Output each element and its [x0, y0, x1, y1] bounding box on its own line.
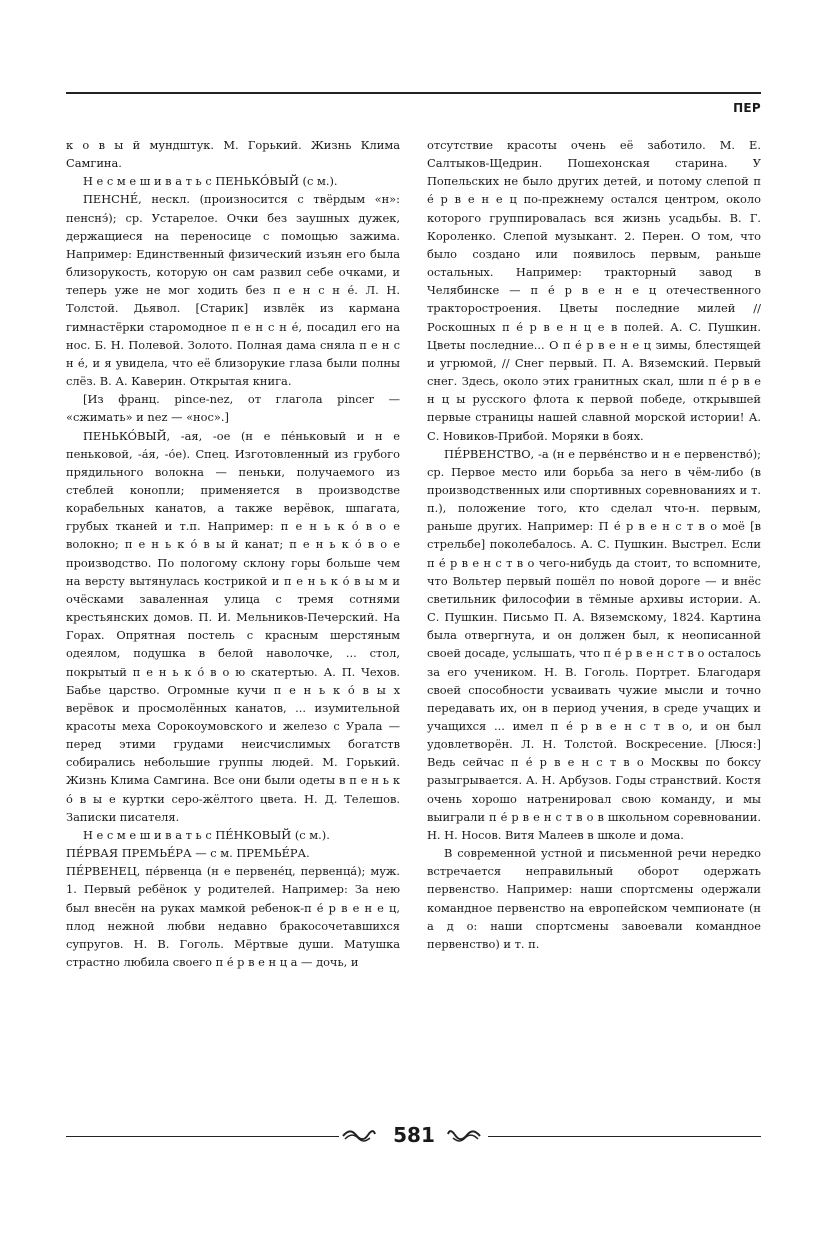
ornament-right-icon: [447, 1128, 481, 1144]
running-head: ПЕР: [733, 101, 761, 115]
footer-rule-left: [66, 1136, 339, 1137]
page-number: 581: [393, 1123, 435, 1147]
paragraph: В современной устной и письменной речи нередко встречается неправильный оборот одержать первенство. Например: наши спортсмены одержали командное первенство на европейском чемпионате (н а д о: наши спортсмены завоевали командное первенство) и т. п.: [427, 846, 761, 951]
paragraph: Н е с м е ш и в а т ь с ПЕ́НКОВЫЙ (с м.).: [83, 827, 330, 842]
paragraph: ПЕНЬКО́ВЫЙ, -ая, -ое (н е пе́ньковый и н е пеньковой, -а́я, -о́е). Спец. Изготовленный из грубого прядильного волокна — пеньки, получаемого из стеблей конопли; применяется в производстве корабельных канатов, а также верёвок, шпагата, грубых тканей и т.п. Например: п е н ь к о́ в о е волокно; п е н ь к о́ в ы й канат; п е н ь к о́ в о е производство. По пологому склону горы больше чем на версту вытянулась кострикой и п е н ь к о́ в ы м и очёсками заваленная улица с тремя сотнями крестьянских домов. П. И. Мельников-Печерский. На Горах. Опрятная постель с красным шерстяным одеялом, подушка в белой наволочке, ... стол, покрытый п е н ь к о́ в о ю скатертью. А. П. Чехов. Бабье царство. Огромные кучи п е н ь к о́ в ы х верёвок и просмолённых канатов, ... изумительной красоты меха Сорокоумовского и железо с Урала — перед этими грудами неисчислимых богатств собирались небольшие группы людей. М. Горький. Жизнь Клима Самгина. Все они были одеты в п е н ь к о́ в ы е куртки серо-жёлтого цвета. Н. Д. Телешов. Записки писателя.: [66, 428, 400, 824]
paragraph: к о в ы й мундштук. М. Горький. Жизнь Клима Самгина.: [66, 138, 400, 171]
header-rule: [66, 92, 761, 94]
paragraph: отсутствие красоты очень её заботило. М. Е. Салтыков-Щедрин. Пошехонская старина. У Попельских не было других детей, и потому слепой п е́ р в е н е ц по-прежнему остался центром, около которого группировалась вся жизнь усадьбы. В. Г. Короленко. Слепой музыкант. 2. Перен. О том, что было создано или появилось первым, раньше остальных. Например: тракторный завод в Челябинске — п е́ р в е н е ц отечественного тракторостроения. Цветы последние милей // Роскошных п е́ р в е н ц е в полей. А. С. Пушкин. Цветы последние... О п е́ р в е н е ц зимы, блестящей и угрюмой, // Снег первый. П. А. Вяземский. Первый снег. Здесь, около этих гранитных скал, шли п е́ р в е н ц ы русского флота к первой победе, открывшей первые страницы нашей славной морской истории! А. С. Новиков-Прибой. Моряки в боях.: [427, 138, 761, 443]
paragraph: ПЕНСНЕ́, нескл. (произносится с твёрдым «н»: пенснэ́); ср. Устарелое. Очки без заушных дужек, держащиеся на переносице с помощью зажима. Например: Единственный физический изъян его была близорукость, которую он сам развил себе очками, и теперь уже не мог ходить без п е н с н е́. Л. Н. Толстой. Дьявол. [Старик] извлёк из кармана гимнастёрки старомодное п е н с н е́, посадил его на нос. Б. Н. Полевой. Золото. Полная дама сняла п е н с н е́, и я увидела, что её близорукие глаза были полны слёз. В. А. Каверин. Открытая книга.: [66, 192, 400, 389]
paragraph: ПЕ́РВАЯ ПРЕМЬЕ́РА — с м. ПРЕМЬЕ́РА.: [66, 846, 310, 861]
paragraph: Н е с м е ш и в а т ь с ПЕНЬКО́ВЫЙ (с м.).: [83, 174, 338, 189]
footer-rule-right: [488, 1136, 761, 1137]
right-column: [427, 136, 761, 953]
paragraph: ПЕ́РВЕНСТВО, -а (н е перве́нство и н е первенство́); ср. Первое место или борьба за него в чём-либо (в производственных или спортивных соревнованиях и т. п.), положение того, кто сделал что-н. первым, раньше других. Например: П е́ р в е н с т в о моё [в стрельбе] поколебалось. А. С. Пушкин. Выстрел. Если п е́ р в е н с т в о чего-нибудь да стоит, то вспомните, что Вольтер первый пошёл по новой дороге — и внёс светильник философии в тёмные архивы истории. А. С. Пушкин. Письмо П. А. Вяземскому, 1824. Картина была отвергнута, и он должен был, к неописанной своей досаде, услышать, что п е́ р в е н с т в о осталось за его учеником. Н. В. Гоголь. Портрет. Благодаря своей способности усваивать чужие мысли и точно передавать их, он в период учения, в среде учащих и учащихся ... имел п е́ р в е н с т в о, и он был удовлетворён. Л. Н. Толстой. Воскресение. [Люся:] Ведь сейчас п е́ р в е н с т в о Москвы по боксу разыгрывается. А. Н. Арбузов. Годы странствий. Костя очень хорошо натренировал свою команду, и мы выиграли п е́ р в е н с т в о в школьном соревновании. Н. Н. Носов. Витя Малеев в школе и дома.: [427, 446, 761, 842]
paragraph: [Из франц. pince-nez, от глагола pincer — «сжимать» и nez — «нос».]: [66, 392, 400, 425]
ornament-left-icon: [342, 1128, 376, 1144]
paragraph: ПЕ́РВЕНЕЦ, пе́рвенца (н е первене́ц, первенца́); муж. 1. Первый ребёнок у родителей. Например: За нею был внесён на руках мамкой ребенок-п е́ р в е н е ц, плод нежной любви недавно бракосочетавшихся супругов. Н. В. Гоголь. Мёртвые души. Матушка страстно любила своего п е́ р в е н ц а — дочь, и: [66, 864, 400, 970]
page-footer: [66, 1120, 761, 1160]
left-column: [66, 136, 400, 971]
